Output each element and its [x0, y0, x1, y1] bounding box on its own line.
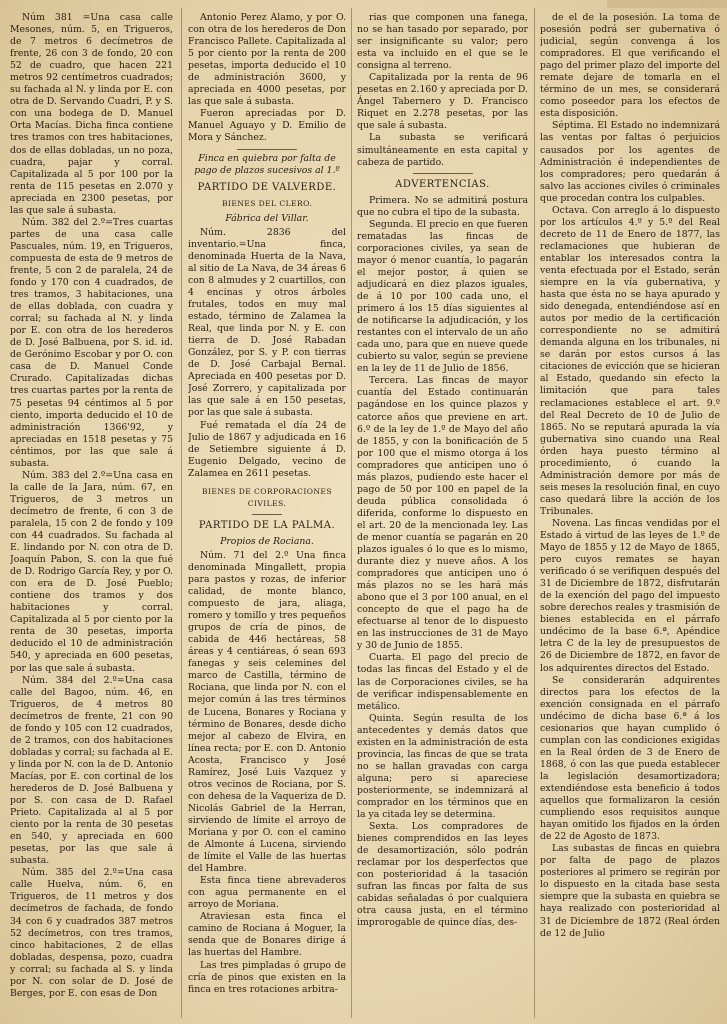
- paragraph-capitalizada: Capitalizada por la renta de 96 pesetas en 2.160 y apreciada por D. Ángel Tabernero y D. Francisco Riquet en 2.278 pesetas, por las que sale á subasta.: [357, 72, 528, 132]
- column-rule: [181, 8, 182, 1018]
- divider: [237, 149, 297, 150]
- paragraph-continued: Antonio Perez Álamo, y por O. con otra de los herederos de Don Francisco Pallete. Capitalizada al 5 por ciento por la renta de 200 pesetas, importa deducido el 10 de administración 3600, y apreciada en 4000 pesetas, por las que sale á subasta.: [188, 12, 346, 108]
- column-4: [540, 12, 720, 1016]
- paragraph-pimpladas: Las tres pimpladas ó grupo de cría de pinos que existen en la finca en tres rotaciones arbitra-: [188, 959, 346, 995]
- paragraph-sexta: Sexta. Los compradores de bienes comprendidos en las leyes de desamortización, sólo podrán reclamar por los desperfectos que con posterioridad á la tasación sufran las fincas por falta de sus cabidas señaladas ó por cualquiera otra causa justa, en el término improrogable de quince días, des-: [357, 821, 528, 929]
- column-rule: [351, 8, 352, 1018]
- divider: [413, 173, 473, 174]
- paragraph-lot-382: Núm. 382 del 2.º=Tres cuartas partes de una casa calle Pascuales, núm. 19, en Trigueros, compuesta de esta de 9 metros de frente, 5 con 2 de paralela, 24 de fondo y 170 con 4 cuadrados, de tres tramos, 3 habitaciones, una de ellas doblada, con cuadra y corral; su fachada al N. y linda por E. con otra de los herederos de D. José Balbuena, por S. id. id. de Gerónimo Escobar y por O. con casa de D. Manuel Conde Crurado. Capitalizadas dichas tres cuartas partes por la renta de 75 pesetas 94 céntimos al 5 por ciento, importa deducido el 10 de administración 1366'92, y apreciadas en 1518 pesetas y 75 céntimos, por las que sale á subasta.: [10, 216, 173, 469]
- paragraph-lot-381: Núm 381 =Una casa calle Mesones, núm. 5, en Trigueros, de 7 metros 6 decímetros de frente, 26 con 3 de fondo, 20 con 52 de cuadro, que hacen 221 metros 92 centímetros cuadrados; su fachada al N. y linda por E. con otra de D. Servando Cuadri, P. y S. con una bodega de D. Manuel Orta Macías. Dicha finca contiene tres tramos con tres habitaciones, dos de ellas dobladas, un no poza, cuadra, pajar y corral. Capitalizada al 5 por 100 por la renta de 115 pesetas en 2.070 y apreciada en 2300 pesetas, por las que sale á subasta.: [10, 12, 173, 216]
- paragraph-lot-384: Núm. 384 del 2.º=Una casa calle del Bagoo, núm. 46, en Trigueros, de 4 metros 80 decímetros de frente, 21 con 90 de fondo y 105 con 12 cuadrados, de 2 tramos, con dos habitaciones dobladas y corral; su fachada al E. y linda por N. con la de D. Antonio Macías, por E. con cortinal de los herederos de D. José Balbuena y por S. con casa de D. Rafael Prieto. Capitalizada al al 5 por ciento por la renta de 30 pesetas en 540, y apreciada en 600 pesetas, por las que sale á subasta.: [10, 674, 173, 867]
- paragraph-primera: Primera. No se admitirá postura que no cubra el tipo de la subasta.: [357, 194, 528, 218]
- paragraph-appraisers: Fueron apreciadas por D. Manuel Aguayo y D. Emilio de Mora y Sánchez.: [188, 108, 346, 144]
- paragraph-subastas-quiebra: Las subastas de fincas en quiebra por falta de pago de plazos posteriores al primero se regirán por lo dispuesto en la citada base sesta siempre que la subasta en quiebra se haya realizado con posterioridad al 31 de Diciembre de 1872 (Real órden de 12 de Julio: [540, 843, 720, 939]
- paragraph-novena: Novena. Las fincas vendidas por el Estado á virtud de las leyes de 1.º de Mayo de 1855 y 12 de Mayo de 1865, pero cuyos remates se hayan verificado ó se verifiquen después del 31 de Diciembre de 1872, disfrutarán de la exención del pago del impuesto sobre derechos reales y trasmisión de bienes establecida en el párrafo undécimo de la base 6.ª, Apéndice letra C de la ley de presupuestos de 26 de Diciembre de 1872, en favor de los adquirentes directos del Estado.: [540, 517, 720, 674]
- section-heading-valverde: PARTIDO DE VALVERDE.: [197, 181, 337, 193]
- column-3: [357, 12, 528, 1016]
- column-1: [10, 12, 173, 1016]
- paragraph-octava: Octava. Con arreglo á lo dispuesto por los artículos 4.º y 5.º del Real decreto de 11 de Enero de 1877, las reclamaciones que hubieran de entablar los interesados contra la venta efectuada por el Estado, serán siempre en la vía gubernativa, y hasta que ésta no se haya apurado y sido denegada, entendiéndose así en autos por medio de la certificación correspondiente no se admitirá demanda alguna en los tribunales, ni se darán por estos cursos á las citaciones de evicción que se hicieran al Estado, quedando sin efecto la limitación que para tales reclamaciones establece el art. 9.º del Real Decreto de 10 de Julio de 1865. No se reputará apurada la vía gubernativa sino cuando una Real órden haya puesto término al procedimiento, ó cuando la Administración demore por más de seis meses la resolución final, en cuyo caso quedará libre la acción de los Tribunales.: [540, 204, 720, 517]
- paragraph-lot-383: Núm. 383 del 2.º=Una casa en la calle de la Jara, núm. 67, en Trigueros, de 3 metros un decímetro de frente, 6 con 3 de paralela, 15 con 2 de fondo y 109 con 44 cuadrados. Su fachada al E. lindando por N. con otra de D. Joaquín Pabon, S. con la que fué de D. Rodrigo García Rey, y por O. con era de D. José Pueblo; contiene dos tramos y dos habitaciones y corral. Capitalizada al 5 por ciento por la renta de 30 pesetas, importa deducido el 10 de administración 540, y apreciada en 600 pesetas, por las que sale á subasta.: [10, 469, 173, 674]
- paragraph-continued: rias que componen una fanega, no se han tasado por separado, por ser insignificante su valor; pero esta va incluido en el que se le consigna al terreno.: [357, 12, 528, 72]
- paragraph-tercera: Tercera. Las fincas de mayor cuantía del Estado continuarán pagándose en los quince plazos y catorce años que previene en art. 6.º de la ley de 1.º de Mayo del año de 1855, y con la bonificación de 5 por 100 que el mismo otorga á los compradores que anticipen uno ó más plazos, pudiendo este hacer el pago de 50 por 100 en papel de la deuda pública consolidada ó diferida, conforme lo dispuesto en el art. 20 de la mencionada ley. Las de menor cuantía se pagarán en 20 plazos iguales ó lo que es lo mismo, durante diez y nueve años. A los compradores que anticipen uno ó más plazos no se les hará más abono que el 3 por 100 anual, en el concepto de que el pago ha de efectuarse al tenor de lo dispuesto en las instrucciones de 31 de Mayo y 30 de Junio de 1855.: [357, 375, 528, 652]
- column-2: [188, 12, 346, 1016]
- section-heading-clero: BIENES DEL CLERO.: [221, 198, 313, 208]
- paragraph-remate: Fué rematada el día 24 de Julio de 1867 y adjudicada en 16 de Setiembre siguiente á D. Eugenio Delgado, vecino de Zalamea en 2611 pesetas.: [188, 419, 346, 479]
- paragraph-quinta: Quinta. Según resulta de los antecedentes y demás datos que existen en la administración de esta provincia, las fincas de que se trata no se hallan gravadas con carga alguna; pero si apareciese posteriormente, se indemnizará al comprador en los términos que en la ya citada ley se determina.: [357, 712, 528, 821]
- paragraph-segunda: Segunda. El precio en que fueren rematadas las fincas de corporaciones civiles, ya sean de mayor ó menor cuantía, lo pagarán el mejor postor, á quien se adjudicará en diez plazos iguales, de á 10 por 100 cada uno, el primero á los 15 días siguientes al de notificarse la adjudicación, y los restantes con el intervalo de un año cada uno, para que en nueve quede cubierto su valor, según se previene en la ley de 11 de Julio de 1856.: [357, 218, 528, 375]
- section-heading-rociana: Propios de Rociana.: [220, 535, 314, 547]
- paragraph-lot-385: Núm. 385 del 2.º=Una casa calle Huelva, núm. 6, en Trigueros, de 11 metros y dos decímetros de fachada, de fondo 34 con 6 y cuadrados 387 metros 52 decímetros, con tres tramos, cinco habitaciones, 2 de ellas dobladas, despensa, pozo, cuadra y corral; su fachada al S. y linda por N. con solar de D. José de Berges, por E. con esas de Don: [10, 867, 173, 999]
- paragraph-lot-2836: Núm. 2836 del inventario.=Una finca, denominada Huerta de la Nava, al sitio de La Nava, de 34 áreas 6 con 8 almudes y 2 cuartillos, con 4 encinas y otros árboles frutales, todos en muy mal estado, término de Zalamea la Real, que linda por N. y E. con tierra de D. José Rabadan González, por S. y P. con tierras de D. José Carbajal Bernal. Apreciada en 400 pesetas por D. José Zorrero, y capitalizada por las que sale á en 150 pesetas, por las que sale á subasta.: [188, 226, 346, 419]
- paragraph-septima: Séptima. El Estado no indemnizará las ventas por faltas ó perjuicios causados por los agentes de Administración é independientes de los compradores; pero quedarán á salvo las acciones civiles ó criminales que procedan contra los culpables.: [540, 120, 720, 204]
- paragraph-cuarta: Cuarta. El pago del precio de todas las fincas del Estado y el de las de Corporaciones civiles, se ha de verificar indispensablemente en metálico.: [357, 652, 528, 712]
- paragraph-subasta-simultanea: La subasta se verificará simultáneamente en esta capital y cabeza de partido.: [357, 132, 528, 168]
- paragraph-lot-71: Núm. 71 del 2.º Una finca denominada Mingallett, propia para pastos y rozas, de inferior calidad, de monte blanco, compuesto de jara, aliaga, romero y tomillo y tres pequeños grupos de cría de pinos, de cabida de 446 hectáreas, 58 áreas y 4 centiáreas, ó sean 693 fanegas y seis celemines del marco de Castilla, término de Rociana, que linda por N. con el mejor común á las tres términos de Lucena, Bonares y Rociana y término de Bonares, desde dicho mejor al cabezo de Elvira, en línea recta; por E. con D. Antonio Acosta, Francisco y José Ramírez, José Luis Vazquez y otros vecinos de Rociana, por S. con dehesa de la Vaqueriza de D. Nicolás Gabriel de la Herran, sirviendo de límite el arroyo de Moriana y por O. con el camino de Almonte á Lucena, sirviendo de límite el Valle de las huertas del Hambre.: [188, 549, 346, 875]
- section-heading-quiebra: Finca en quiebra por falta de pago de plazos sucesivos al 1.º: [194, 152, 340, 176]
- paragraph-abrevaderos: Esta finca tiene abrevaderos con agua permanente en el arroyo de Moriana.: [188, 875, 346, 911]
- paragraph-caminos: Atraviesan esta finca el camino de Rociana á Moguer, la senda que de Bonares dirige á las huertas del Hambre.: [188, 911, 346, 959]
- divider: [252, 514, 282, 515]
- section-heading-advertencias: ADVERTENCIAS.: [395, 178, 490, 190]
- paragraph-adquirentes: Se considerarán adquirentes directos para los efectos de la exención consignada en el párrafo undécimo de dicha base 6.ª á los cesionarios que hayan cumplido ó cumplan con las condiciones exigidas en la Real órden de 3 de Enero de 1868, ó con las que pueda establecer la legislación desamortizadora; extendiéndose esta beneficio á todos aquellos que formalizaron la cesión cumpliendo esos requisitos aunque hayan omitido los fijados en la órden de 22 de Agosto de 1873.: [540, 674, 720, 843]
- paragraph-continued: de el de la posesión. La toma de posesión podrá ser gubernativa ó judicial, según convenga á los compradores. El que verificando el pago del primer plazo del importe del remate dejare de tomarla en el término de un mes, se considerará como poseedor para los efectos de esta disposición.: [540, 12, 720, 120]
- column-rule: [534, 8, 535, 1018]
- section-heading-la-palma: PARTIDO DE LA PALMA.: [198, 519, 336, 531]
- torn-edge: [607, 0, 727, 8]
- section-heading-villar: Fábrica del Villar.: [225, 212, 309, 224]
- section-heading-corporaciones: BIENES DE CORPORACIONES CIVILES.: [202, 486, 332, 508]
